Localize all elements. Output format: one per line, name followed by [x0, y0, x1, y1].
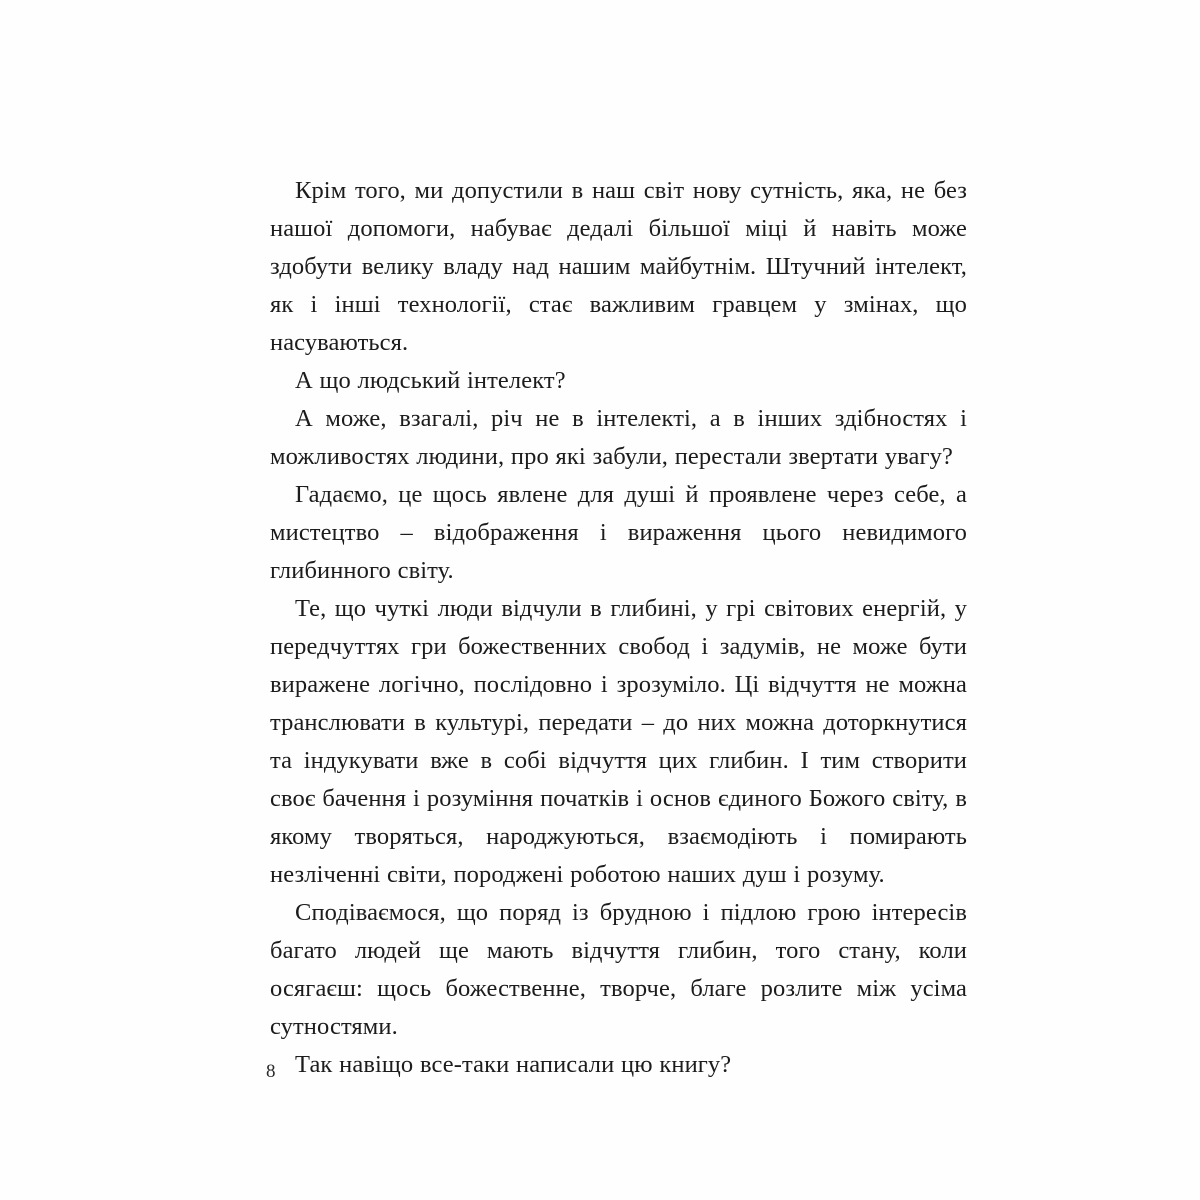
paragraph: Гадаємо, це щось явлене для душі й проявлене через себе, а мистецтво – відображення і вираження цього невидимого глибинного світу.: [270, 481, 967, 584]
body-text: [270, 172, 967, 1084]
paragraph: А може, взагалі, річ не в інтелекті, а в інших здібностях і можливостях людини, про які забули, перестали звертати увагу?: [270, 405, 967, 470]
page-number: 8: [266, 1061, 276, 1082]
paragraph: Так навіщо все-таки написали цю книгу?: [295, 1051, 732, 1078]
paragraph: Сподіваємося, що поряд із брудною і підлою грою інтересів багато людей ще мають відчуття глибин, того стану, коли осягаєш: щось божественне, творче, благе розлите між усіма сутностями.: [270, 899, 967, 1040]
paragraph: Крім того, ми допустили в наш світ нову сутність, яка, не без нашої допомоги, набуває дедалі більшої міці й навіть може здобути велику владу над нашим майбутнім. Штучний інтелект, як і інші технології, стає важливим гравцем у змінах, що насуваються.: [270, 177, 967, 356]
paragraph: Те, що чуткі люди відчули в глибині, у грі світових енергій, у передчуттях гри божественних свобод і задумів, не може бути виражене логічно, послідовно і зрозуміло. Ці відчуття не можна транслювати в культурі, передати – до них можна доторкнутися та індукувати вже в собі відчуття цих глибин. І тим створити своє бачення і розуміння початків і основ єдиного Божого світу, в якому творяться, народжуються, взаємодіють і помирають незліченні світи, породжені роботою наших душ і розуму.: [270, 595, 967, 888]
paragraph: А що людський інтелект?: [295, 367, 566, 394]
